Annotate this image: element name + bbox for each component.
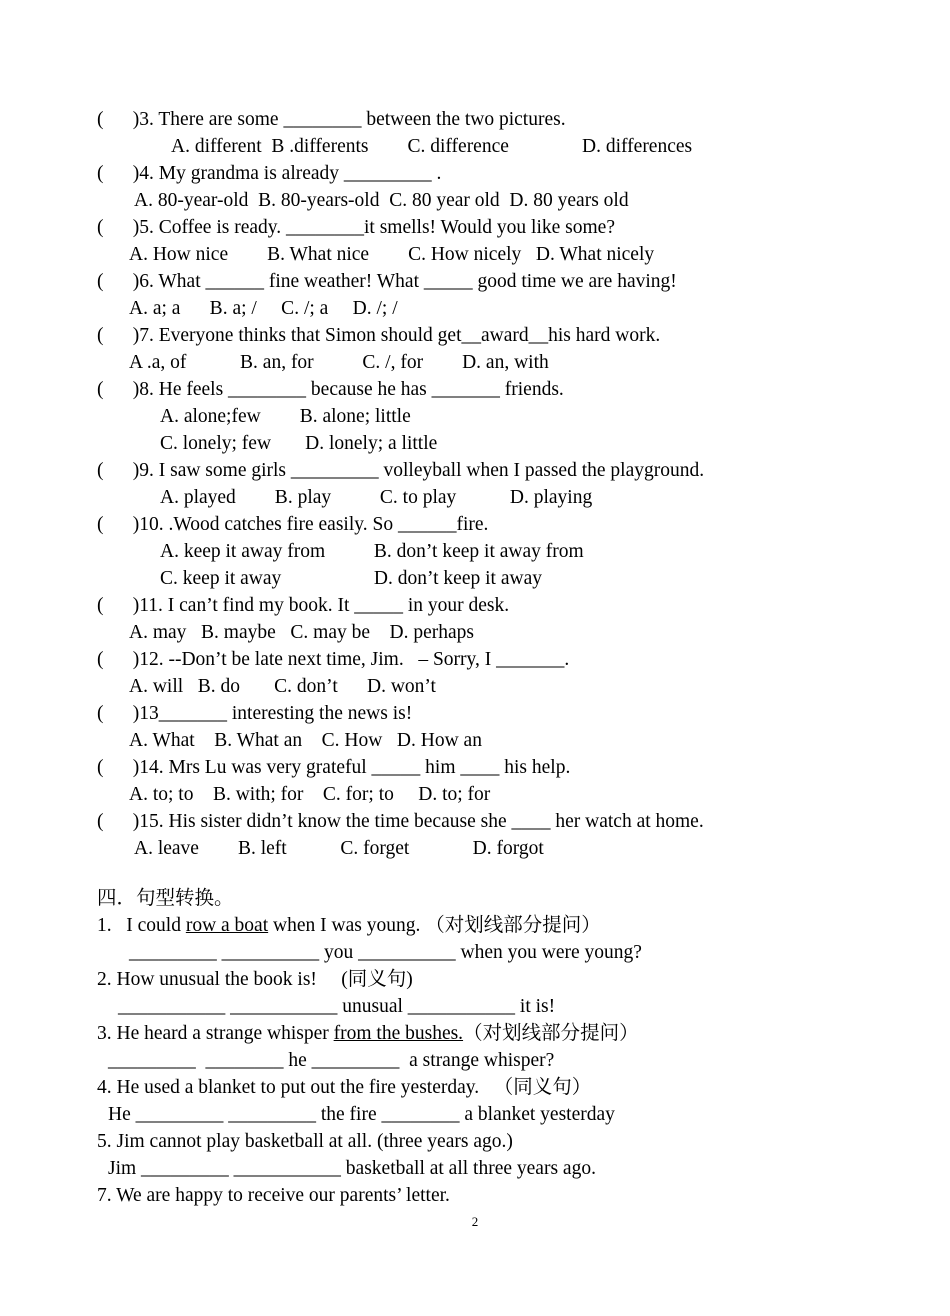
line-q12: ( )12. --Don’t be late next time, Jim. – Sorry, I _______.	[97, 649, 570, 670]
line-q8-opts2: C. lonely; few D. lonely; a little	[160, 433, 438, 454]
line-q12-opts: A. will B. do C. don’t D. won’t	[129, 676, 436, 697]
line-q5: ( )5. Coffee is ready. ________it smells! Would you like some?	[97, 217, 615, 238]
line-t2-ans: ___________ ___________ unusual ___________ it is!	[118, 996, 556, 1017]
line-t5-ans: Jim _________ ___________ basketball at all three years ago.	[108, 1158, 596, 1179]
line-t1-ans: _________ __________ you __________ when you were young?	[129, 942, 642, 963]
line-q15: ( )15. His sister didn’t know the time because she ____ her watch at home.	[97, 811, 704, 832]
line-section-4: 四．句型转换。	[97, 888, 234, 909]
line-q11-opts: A. may B. maybe C. may be D. perhaps	[129, 622, 474, 643]
line-t3-ans: _________ ________ he _________ a strange whisper?	[108, 1050, 555, 1071]
line-q13: ( )13_______ interesting the news is!	[97, 703, 413, 724]
line-q7: ( )7. Everyone thinks that Simon should get__award__his hard work.	[97, 325, 661, 346]
line-q6: ( )6. What ______ fine weather! What _____ good time we are having!	[97, 271, 677, 292]
line-t5: 5. Jim cannot play basketball at all. (three years ago.)	[97, 1131, 513, 1152]
line-q10-opts1: A. keep it away from B. don’t keep it away from	[160, 541, 584, 562]
line-text: 3. He heard a strange whisper	[97, 1023, 334, 1044]
line-q10: ( )10. .Wood catches fire easily. So ______fire.	[97, 514, 489, 535]
line-t7: 7. We are happy to receive our parents’ letter.	[97, 1185, 450, 1206]
line-text: when I was young. （对划线部分提问）	[268, 915, 601, 936]
line-t3	[97, 1023, 639, 1045]
line-t4-ans: He _________ _________ the fire ________ a blanket yesterday	[108, 1104, 615, 1125]
underlined-phrase: row a boat	[185, 915, 269, 936]
line-t1	[97, 915, 601, 937]
line-text: 1. I could	[97, 915, 186, 936]
line-q15-opts: A. leave B. left C. forget D. forgot	[134, 838, 544, 859]
page-number: 2	[471, 1214, 479, 1229]
line-q3-opts: A. different B .differents C. difference D. differences	[171, 136, 693, 157]
line-q11: ( )11. I can’t find my book. It _____ in your desk.	[97, 595, 510, 616]
line-text: （对划线部分提问）	[463, 1023, 639, 1044]
line-q4: ( )4. My grandma is already _________ .	[97, 163, 442, 184]
line-q9: ( )9. I saw some girls _________ volleyball when I passed the playground.	[97, 460, 705, 481]
line-q8-opts1: A. alone;few B. alone; little	[160, 406, 411, 427]
line-t4: 4. He used a blanket to put out the fire yesterday. （同义句）	[97, 1077, 592, 1098]
line-q14-opts: A. to; to B. with; for C. for; to D. to; for	[129, 784, 491, 805]
line-q9-opts: A. played B. play C. to play D. playing	[160, 487, 593, 508]
line-q4-opts: A. 80-year-old B. 80-years-old C. 80 year old D. 80 years old	[134, 190, 629, 211]
line-q14: ( )14. Mrs Lu was very grateful _____ him ____ his help.	[97, 757, 571, 778]
line-t2: 2. How unusual the book is! (同义句)	[97, 969, 413, 990]
line-q7-opts: A .a, of B. an, for C. /, for D. an, with	[129, 352, 549, 373]
line-q3: ( )3. There are some ________ between the two pictures.	[97, 109, 566, 130]
line-q10-opts2: C. keep it away D. don’t keep it away	[160, 568, 542, 589]
line-q5-opts: A. How nice B. What nice C. How nicely D. What nicely	[129, 244, 655, 265]
line-q13-opts: A. What B. What an C. How D. How an	[129, 730, 482, 751]
underlined-phrase: from the bushes.	[333, 1023, 464, 1044]
line-q6-opts: A. a; a B. a; / C. /; a D. /; /	[129, 298, 398, 319]
line-q8: ( )8. He feels ________ because he has _______ friends.	[97, 379, 564, 400]
